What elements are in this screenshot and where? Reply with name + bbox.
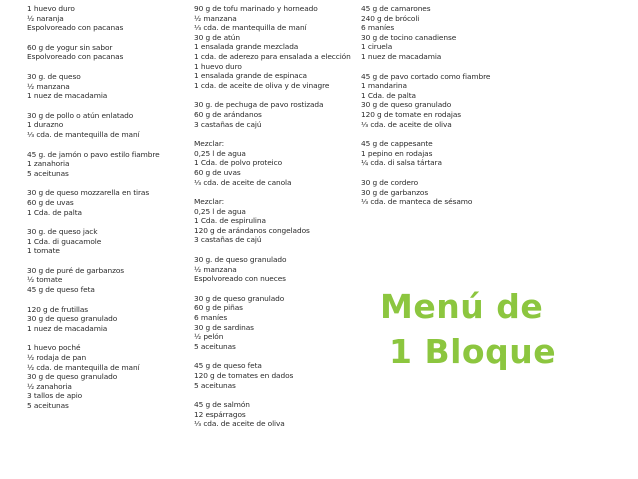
menu-item: 1 huevo duro	[27, 4, 75, 13]
menu-item: 1 ciruela	[361, 42, 393, 52]
menu-item: 5 aceitunas	[27, 168, 69, 178]
menu-item: 30 g de puré de garbanzos	[27, 265, 125, 275]
menu-item: 5 aceitunas	[194, 380, 236, 390]
menu-item: 5 aceitunas	[194, 341, 236, 351]
menu-block	[194, 100, 354, 129]
menu-item: 0,25 l de agua	[194, 148, 246, 158]
menu-item: 30 g de queso granulado	[194, 293, 285, 303]
menu-item: ⅓ cda. de aceite de oliva	[194, 419, 285, 429]
menu-block	[27, 188, 187, 217]
menu-item: 12 espárragos	[194, 409, 246, 419]
menu-block	[361, 4, 501, 62]
menu-block	[27, 72, 187, 101]
menu-item: 45 g. de jamón o pavo estilo fiambre	[27, 149, 160, 159]
menu-item: 1 ensalada grande de espinaca	[194, 71, 307, 81]
menu-item: 45 g de cappesante	[361, 139, 433, 149]
menu-item: 1 Cda. di guacamole	[27, 236, 102, 246]
menu-item: ½ manzana	[194, 13, 237, 23]
menu-item: 30 g de sardinas	[194, 322, 254, 332]
menu-block	[194, 400, 354, 429]
menu-item: 30 g de tocino canadiense	[361, 32, 457, 42]
menu-column-3	[361, 4, 501, 217]
menu-item: ⅓ cda. de aceite de oliva	[361, 119, 452, 129]
menu-item: 1 cda. de aceite de oliva y de vinagre	[194, 80, 330, 90]
menu-item: 1 mandarina	[361, 81, 407, 91]
menu-title	[380, 284, 556, 374]
menu-item: ½ pelón	[194, 332, 224, 342]
menu-block	[194, 255, 354, 284]
menu-item: ⅓ cda. de mantequilla de maní	[27, 129, 140, 139]
menu-column-1	[27, 4, 187, 421]
menu-block	[361, 139, 501, 168]
menu-item: 1 tomate	[27, 246, 60, 256]
menu-item: ½ cda. de mantequilla de maní	[27, 362, 140, 372]
menu-item: 45 g de camarones	[361, 4, 431, 13]
menu-item: 120 g de arándanos congelados	[194, 225, 310, 235]
menu-item: ⅓ cda. de manteca de sésamo	[361, 197, 473, 207]
menu-item: Espolvoreado con pacanas	[27, 52, 124, 62]
menu-item: 6 maníes	[194, 313, 228, 323]
menu-item: 60 g de piñas	[194, 303, 243, 313]
menu-item: 240 g de brócoli	[361, 13, 420, 23]
menu-item: 1 nuez de macadamia	[27, 91, 108, 101]
menu-item: 30 g. de queso granulado	[194, 255, 287, 265]
menu-item: 1 huevo duro	[194, 61, 242, 71]
menu-item: Mezclar:	[194, 197, 225, 207]
menu-item: 30 g de garbanzos	[361, 187, 429, 197]
menu-item: 30 g de queso granulado	[27, 372, 118, 382]
menu-block	[194, 361, 354, 390]
menu-item: 30 g. de queso	[27, 71, 81, 81]
menu-item: 30 g. de queso jack	[27, 227, 98, 237]
menu-item: 30 g de queso granulado	[27, 314, 118, 324]
menu-block	[27, 111, 187, 140]
menu-item: ⅓ cda. de mantequilla de maní	[194, 23, 307, 33]
menu-item: 90 g de tofu marinado y horneado	[194, 4, 318, 13]
menu-item: ½ rodaja de pan	[27, 353, 87, 363]
menu-item: 120 g de tomates en dados	[194, 371, 294, 380]
menu-item: Mezclar:	[194, 139, 225, 149]
menu-item: Espolvoreado con pacanas	[27, 23, 124, 33]
menu-item: 1 nuez de macadamia	[361, 51, 442, 61]
menu-block	[361, 178, 501, 207]
menu-item: 1 pepino en rodajas	[361, 148, 433, 158]
menu-block	[27, 305, 187, 334]
menu-item: Espolvoreado con nueces	[194, 274, 286, 284]
menu-item: 30 g de queso mozzarella en tiras	[27, 188, 150, 198]
menu-item: 30 g. de pechuga de pavo rostizada	[194, 100, 324, 110]
menu-block	[194, 294, 354, 352]
menu-item: ⅓ cda. de aceite de canola	[194, 177, 292, 187]
menu-item: ½ manzana	[194, 264, 237, 274]
menu-item: 1 ensalada grande mezclada	[194, 42, 299, 52]
menu-item: 120 g de frutillas	[27, 304, 89, 314]
menu-item: 45 g de queso feta	[27, 285, 95, 295]
menu-block	[27, 343, 187, 410]
menu-item: 60 g de yogur sin sabor	[27, 42, 113, 52]
menu-item: ½ zanahoria	[27, 381, 72, 391]
title-line-1: Menú de	[380, 287, 544, 326]
menu-column-2	[194, 4, 354, 439]
menu-item: 3 castañas de cajú	[194, 119, 262, 129]
menu-item: 60 g de uvas	[194, 167, 241, 177]
menu-item: 1 huevo poché	[27, 343, 81, 353]
menu-item: 5 aceitunas	[27, 401, 69, 410]
menu-block	[27, 227, 187, 256]
menu-item: 30 g de atún	[194, 32, 240, 42]
menu-item: 1 zanahoria	[27, 159, 70, 169]
menu-item: 1 cda. de aderezo para ensalada a elección	[194, 51, 351, 61]
menu-item: 120 g de tomate en rodajas	[361, 109, 462, 119]
menu-item: 1 Cda. de polvo proteico	[194, 158, 283, 168]
menu-item: 3 tallos de apio	[27, 391, 83, 401]
menu-item: ½ naranja	[27, 13, 64, 23]
menu-item: 1 Cda. de palta	[361, 90, 416, 100]
menu-item: 1 nuez de macadamia	[27, 323, 108, 333]
menu-item: 45 g de salmón	[194, 400, 250, 410]
menu-block	[194, 4, 354, 90]
menu-item: 1 Cda. de palta	[27, 207, 82, 217]
menu-item: 1 Cda. de espirulina	[194, 216, 266, 226]
menu-block	[194, 139, 354, 187]
menu-block	[27, 266, 187, 295]
menu-item: 1 durazno	[27, 120, 64, 130]
menu-item: 3 castañas de cajú	[194, 235, 262, 245]
menu-item: 30 g de cordero	[361, 177, 419, 187]
menu-block	[27, 43, 187, 62]
menu-item: ¼ cda. di salsa tártara	[361, 158, 442, 168]
menu-item: 45 g de queso feta	[194, 361, 262, 371]
menu-item: 6 maníes	[361, 23, 395, 33]
menu-item: 60 g de uvas	[27, 197, 74, 207]
title-line-2: 1 Bloque	[389, 332, 557, 371]
menu-block	[194, 197, 354, 245]
menu-item: ½ manzana	[27, 81, 70, 91]
menu-item: 30 g de queso granulado	[361, 100, 452, 110]
menu-item: 45 g de pavo cortado como fiambre	[361, 71, 491, 81]
menu-block	[361, 72, 501, 130]
menu-item: 60 g de arándanos	[194, 109, 262, 119]
menu-block	[27, 150, 187, 179]
menu-item: ½ tomate	[27, 275, 63, 285]
menu-block	[27, 4, 187, 33]
menu-item: 30 g de pollo o atún enlatado	[27, 110, 134, 120]
menu-item: 0,25 l de agua	[194, 206, 246, 216]
